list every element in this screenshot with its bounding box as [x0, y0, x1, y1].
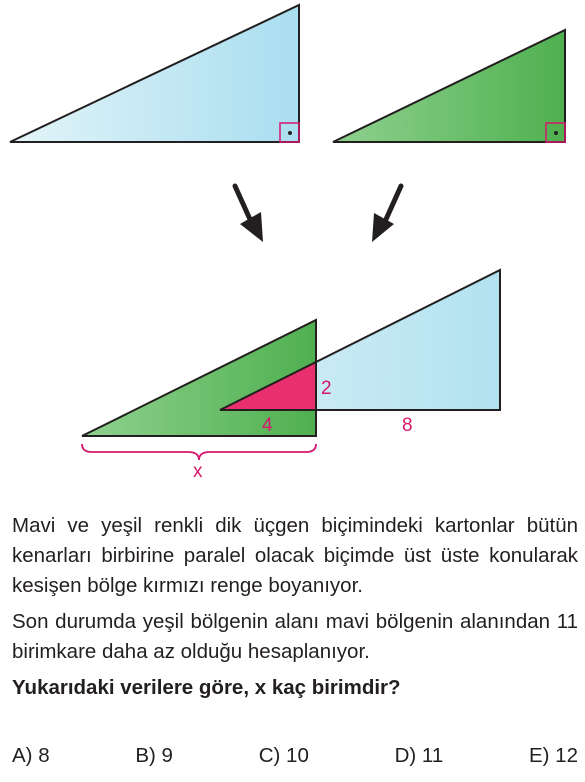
- label-x: x: [193, 461, 203, 482]
- choice-a[interactable]: A) 8: [12, 744, 50, 767]
- question: Yukarıdaki verilere göre, x kaç birimdir?: [12, 676, 401, 699]
- arrow-left-icon: [235, 186, 263, 242]
- label-red-height: 2: [321, 378, 332, 399]
- problem-text: [12, 511, 578, 703]
- arrow-right-icon: [372, 186, 401, 242]
- green-triangle-overlap: [82, 320, 316, 436]
- blue-triangle-separate: [10, 5, 299, 142]
- green-triangle-separate: [333, 30, 565, 142]
- choice-c[interactable]: C) 10: [258, 744, 309, 767]
- answer-choices: [12, 740, 578, 772]
- choice-b[interactable]: B) 9: [135, 744, 173, 767]
- paragraph-1: Mavi ve yeşil renkli dik üçgen biçimindeki kartonlar bütün kenarları birbirine paralel olacak biçimde üst üste konularak kesişen bölge kırmızı renge boyanıyor.: [12, 514, 578, 597]
- label-red-base: 4: [262, 415, 273, 436]
- choice-e[interactable]: E) 12: [528, 744, 578, 767]
- brace-x: [82, 444, 316, 460]
- label-blue-base: 8: [402, 415, 413, 436]
- choice-d[interactable]: D) 11: [394, 744, 444, 767]
- paragraph-2: Son durumda yeşil bölgenin alanı mavi bölgenin alanından 11 birimkare daha az olduğu hesaplanıyor.: [12, 610, 578, 663]
